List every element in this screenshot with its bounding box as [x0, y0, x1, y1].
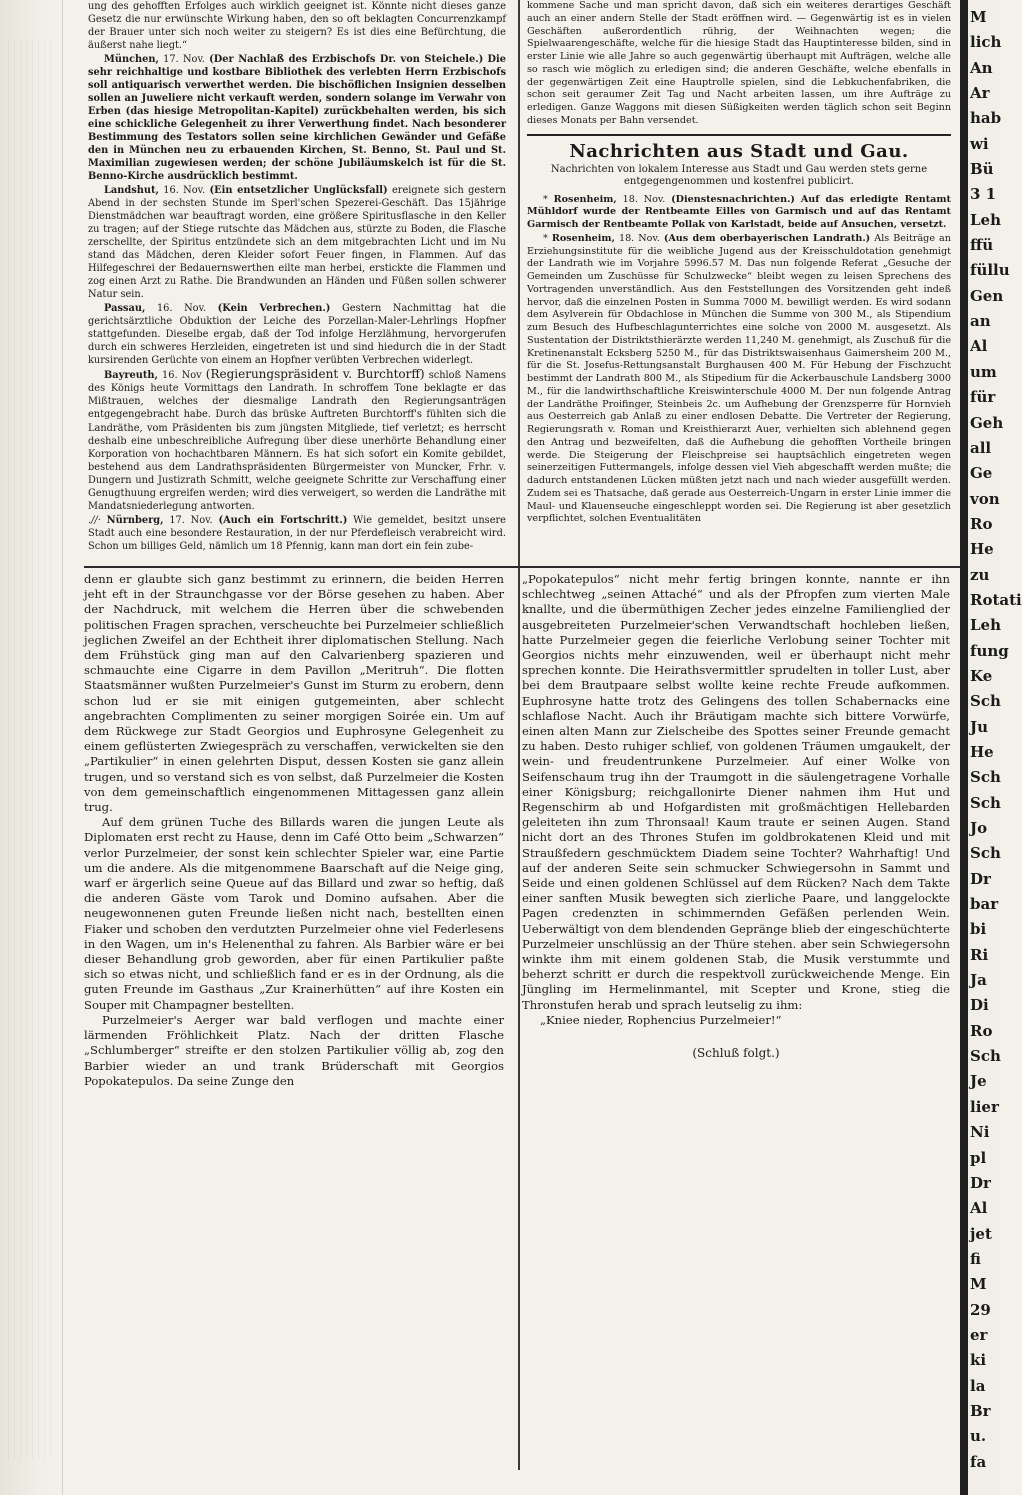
next-page-fragment: pl: [970, 1149, 987, 1167]
article-passau: [88, 302, 506, 367]
next-page-fragment: all: [970, 439, 992, 457]
continued-text: kommene Sache und man spricht davon, daß sich ein weiteres derartiges Geschäft auch an einer andern Stelle der Stadt eröffnen wird. — Gegenwärtig ist es in vielen Geschäften außerordentlich rührig, der Weihnachten wegen; die Spielwaarengeschäfte, welche für die hiesige Stadt das Hauptinteresse bilden, sind in erster Linie wie alle Jahre so auch gegenwärtig überhaupt mit Aufträgen, welche alle so rasch wie möglich zu erledigen sind; die anderen Geschäfte, welche ebenfalls in der gegenwärtigen Zeit eine Hauptrolle spielen, sind die Lebkuchenfabriken, die schon seit geraumer Zeit Tag und Nacht arbeiten lassen, um ihre Aufträge zu erledigen. Ganze Waggons mit diesen Süßigkeiten werden täglich schon seit Beginn dieses Monats per Bahn versendet.: [527, 0, 951, 126]
continued-text: ung des gehofften Erfolges auch wirklich geeignet ist. Könnte nicht dieses ganze Gesetz die nur erwünschte Wirkung haben, den so oft beklagten Concurrenzkampf der Brauer unter sich noch weiter zu steigern? Es ist dies eine Befürchtung, die äußerst nahe liegt.“: [88, 1, 506, 52]
article-heading: (Dienstesnachrichten.): [671, 193, 795, 205]
margin-mark: .//·: [88, 514, 101, 526]
article-body: Wie gemeldet, besitzt unsere Stadt auch eine besondere Restauration, in der nur Pferdefleisch verabreicht wird. Schon um billiges Geld, nämlich um 18 Pfennig, kann man dort ein fein zube-: [88, 514, 506, 552]
article-heading: (Ein entsetzlicher Unglücksfall): [209, 185, 388, 197]
article-place: Passau,: [104, 303, 146, 315]
next-page-fragment: jet: [970, 1225, 992, 1243]
article-heading: (Auch ein Fortschritt.): [218, 514, 348, 526]
article-landshut: [88, 184, 506, 301]
article-place: Rosenheim,: [551, 232, 615, 244]
article-body: schloß Namens des Königs heute Vormittags den Landrath. In schroffem Tone beklagte er das Mißtrauen, welches der diesmalige Landrath den Regierungsanträgen entgegengebracht habe. Durch das brüske Auftreten Burchtorff's fühlten sich die Landräthe, vom Präsidenten bis zum jüngsten Mitgliede, tief verletzt; es herrscht deshalb eine unbeschreibliche Aufregung über diese unerhörte Behandlung einer Korporation von hochachtbaren Männern. Es hat sich sofort ein Komite gebildet, bestehend aus dem Landrathspräsidenten Bürgermeister von Muncker, Frhr. v. Dungern und Justizrath Schmitt, welche geeignete Schritte zur Verschaffung einer Genugthuung ergreifen werden; wird dies verweigert, so werden die Landräthe mit Mandatsniederlegung antworten.: [88, 370, 507, 512]
article-rosenheim-1: [527, 194, 951, 232]
next-page-fragment: He: [970, 743, 994, 761]
article-date: 18. Nov.: [618, 232, 660, 244]
next-page-fragment: Dr: [970, 870, 991, 888]
continuation-note: (Schluß folgt.): [692, 1046, 780, 1061]
article-body: Gestern Nachmittag hat die gerichtsärztliche Obduktion der Leiche des Porzellan-Maler-Lehrlings Hopfner stattgefunden. Dieselbe ergab, daß der Tod infolge Herzlähmung, hervorgerufen durch ein schweres Herzleiden, eingetreten ist und sind hiedurch die in der Stadt kursirenden Gerüchte von einem an Hopfner verübten Verbrechen widerlegt.: [88, 303, 506, 367]
article-rosenheim-2: [527, 233, 951, 526]
next-page-fragment: hab: [970, 109, 1002, 127]
next-page-fragment: fa: [970, 1453, 987, 1471]
next-page-fragment: M: [970, 8, 987, 26]
next-page-fragment: Leh: [970, 616, 1001, 634]
next-page-fragment: Sch: [970, 768, 1001, 786]
next-page-fragment: ffü: [970, 236, 994, 254]
feuilleton-right: [522, 572, 950, 1061]
article-nuernberg: [88, 514, 506, 553]
next-page-fragment: Bü: [970, 160, 994, 178]
next-page-fragment: Jo: [970, 819, 988, 837]
article-place: Bayreuth,: [104, 370, 158, 382]
next-page-fragment: Ar: [970, 84, 990, 102]
section-title: Nachrichten aus Stadt und Gau.: [569, 140, 909, 162]
next-page-fragment: Ke: [970, 667, 993, 685]
article-star: *: [543, 232, 548, 244]
feuilleton-rule: [84, 566, 960, 568]
page-spine: [960, 0, 968, 1495]
feuilleton-left: [84, 572, 504, 1089]
article-date: 16. Nov.: [156, 303, 207, 315]
next-page-edge: [968, 0, 1022, 1495]
next-page-fragment: wi: [970, 135, 989, 153]
article-place: Landshut,: [104, 185, 159, 197]
next-page-fragment: Ri: [970, 946, 989, 964]
article-bayreuth: [88, 368, 506, 512]
article-date: 18. Nov.: [622, 193, 666, 205]
next-page-fragment: Leh: [970, 211, 1001, 229]
left-column: [88, 0, 506, 554]
right-column: [527, 0, 951, 527]
next-page-fragment: Br: [970, 1402, 991, 1420]
article-date: 17. Nov.: [169, 514, 213, 526]
article-star: *: [543, 193, 548, 205]
next-page-fragment: Geh: [970, 414, 1004, 432]
next-page-fragment: Sch: [970, 844, 1001, 862]
article-heading: (Kein Verbrechen.): [217, 303, 331, 315]
next-page-fragment: M: [970, 1275, 987, 1293]
next-page-fragment: fi: [970, 1250, 981, 1268]
next-page-fragment: Gen: [970, 287, 1004, 305]
article-heading: (Der Nachlaß des Erzbischofs Dr. von Steichele.): [209, 54, 484, 66]
next-page-fragment: für: [970, 388, 996, 406]
article-body: Als Beiträge an Erziehungsinstitute für die weibliche Jugend aus der Kreisschuldotation genehmigt der Landrath wie im Vorjahre 5996.57 M. Das nun folgende Referat „Gesuche der Gemeinden um Zuschüsse für Schulzwecke“ bleibt wegen zu leisen Sprechens des Vortragenden unverständlich. Aus den Feststellungen des Vorsitzenden geht indeß hervor, daß die einzelnen Posten in Summa 7000 M. bewilligt werden. Es wird sodann dem Asylverein für Obdachlose in München die Summe von 300 M., als Stipendium zum Besuch des Hufbeschlagunterrichtes eine solche von 2000 M. ausgesetzt. Als Sustentation der Distriktsthierärzte werden 11,240 M. genehmigt, als Zuschuß für die Kretinenanstalt Ecksberg 5250 M., für das Distriktswaisenhaus Gaimersheim 200 M., für die St. Josefus-Rettungsanstalt Burghausen 400 M. Für Hebung der Fischzucht bestimmt der Landrath 800 M., als Stipedium für die Ackerbauschule Landsberg 3000 M., für die landwirthschaftliche Kreiswinterschule 4000 M. Der nun folgende Antrag der Landräthe Proifinger, Steinbeis 2c. um Aufhebung der Grenzsperre für Hornvieh aus Oesterreich gab Anlaß zu einer endlosen Debatte. Die Vertreter der Regierung, Regierungsrath v. Roman und Kreisthierarzt Auer, verhielten sich ablehnend gegen den Antrag und bezweifelten, daß die Aufhebung die gehofften Vortheile bringen werde. Die Steigerung der Fleischpreise sei hauptsächlich eingetreten wegen seinerzeitigen Futtermangels, infolge dessen viel Vieh abgeschafft werden mußte; die dadurch entstandenen Lücken müßten jetzt nach und nach wieder ausgefüllt werden. Zudem sei es Thatsache, daß gerade aus Oesterreich-Ungarn in erster Linie immer die Maul- und Klauenseuche eingeschleppt worden sei. Die Regierung ist aber gesetzlich verpflichtet, solchen Eventualitäten: [527, 232, 951, 525]
next-page-fragment: an: [970, 312, 991, 330]
next-page-fragment: ki: [970, 1351, 987, 1369]
next-page-fragment: zu: [970, 566, 990, 584]
next-page-fragment: um: [970, 363, 997, 381]
article-place: Nürnberg,: [106, 514, 164, 526]
next-page-fragment: He: [970, 540, 994, 558]
next-page-fragment: la: [970, 1377, 986, 1395]
next-page-fragment: Sch: [970, 692, 1001, 710]
feuilleton-paragraph: Purzelmeier's Aerger war bald verflogen und machte einer lärmenden Fröhlichkeit Platz. Nach der dritten Flasche „Schlumberger“ streifte er den stolzen Partikulier völlig ab, zog den Barbier wieder an und trank Brüderschaft mit Georgios Popokatepulos. Da seine Zunge den: [84, 1012, 504, 1088]
next-page-fragment: fung: [970, 642, 1009, 660]
next-page-fragment: füllu: [970, 261, 1010, 279]
section-note: Nachrichten von lokalem Interesse aus Stadt und Gau werden stets gerne entgegengenommen und kostenfrei publicirt.: [550, 163, 928, 187]
article-body: ereignete sich gestern Abend in der sechsten Stunde im Sperl'schen Spezerei-Geschäft. Das 15jährige Dienstmädchen war beauftragt worden, eine größere Spiritusflasche in den Keller zu tragen; auf der Stiege rutschte das Mädchen aus, stürzte zu Boden, die Flasche zerschellte, der Spiritus entzündete sich an dem mitgebrachten Licht und im Nu stand das Mädchen, deren Kleider sofort Feuer fingen, in Flammen. Auf das Hilfegeschrei der Bedauernswerthen eilte man herbei, erstickte die Flammen und zog einen Arzt zu Rathe. Die Brandwunden an Händen und Füßen sollen schwerer Natur sein.: [88, 185, 506, 301]
next-page-fragment: Ro: [970, 515, 993, 533]
article-body: Auf das erledigte Rentamt Mühldorf wurde der Rentbeamte Eilles von Garmisch und auf das Rentamt Garmisch der Rentbeamte Pollak von Karlstadt, beide auf Ansuchen, versetzt.: [527, 193, 951, 230]
next-page-fragment: lier: [970, 1098, 999, 1116]
next-page-fragment: An: [970, 59, 993, 77]
next-page-fragment: Ge: [970, 464, 993, 482]
article-date: 16. Nov.: [163, 185, 206, 197]
article-muenchen: [88, 53, 506, 183]
article-place: Rosenheim,: [553, 193, 617, 205]
article-body: Die sehr reichhaltige und kostbare Bibliothek des verlebten Herrn Erzbischofs soll antiquarisch verwerthet werden. Die bischöflichen Insignien desselben sollen an Juweliere nicht verkauft werden, sondern solange im Verwahr von Erben (das hiesige Metropolitan-Kapitel) zurückbehalten werden, bis sich eine schickliche Gelegenheit zu ihrer Verwerthung findet. Nach besonderer Bestimmung des Testators sollen seine kirchlichen Gewänder und Gefäße den in München neu zu erbauenden Kirchen, St. Benno, St. Paul und St. Maximilian zugewiesen werden; der schöne Jubiläumskelch ist für die St. Benno-Kirche ausdrücklich bestimmt.: [88, 54, 506, 183]
article-heading: (Aus dem oberbayerischen Landrath.): [663, 232, 871, 244]
next-page-fragment: Ja: [970, 971, 987, 989]
article-date: 17. Nov.: [163, 54, 205, 66]
next-page-fragment: 3 1: [970, 185, 997, 203]
column-divider: [518, 0, 520, 1470]
next-page-fragment: Ju: [970, 718, 989, 736]
binding-gutter: [0, 0, 63, 1495]
next-page-fragment: u.: [970, 1427, 987, 1445]
article-place: München,: [104, 54, 159, 66]
feuilleton-paragraph: Auf dem grünen Tuche des Billards waren die jungen Leute als Diplomaten erst recht zu Hause, denn im Café Otto beim „Schwarzen“ verlor Purzelmeier, der sonst kein schlechter Spieler war, eine Partie um die andere. Als die mitgenommene Baarschaft auf die Neige ging, warf er ärgerlich seine Queue auf das Billard und zwar so heftig, daß die anderen Gäste vom Tarok und Domino aufsahen. Aber die neugewonnenen guten Freunde ließen nicht nach, bestellten einen Fiaker und schoben den verdutzten Purzelmeier ohne viel Federlesens in den Wagen, um in's Helenenthal zu fahren. Als Barbier wäre er bei dieser Behandlung grob geworden, aber für einen Partikulier paßte sich so etwas nicht, und schließlich fand er es in der Ordnung, als die guten Freunde im Gasthaus „Zur Krainerhütten“ auf ihre Kosten ein Souper mit Champagner bestellten.: [84, 815, 504, 1012]
next-page-fragment: Di: [970, 996, 989, 1014]
next-page-fragment: Sch: [970, 1047, 1001, 1065]
feuilleton-paragraph: „Kniee nieder, Rophencius Purzelmeier!“: [540, 1012, 782, 1027]
next-page-fragment: Je: [970, 1072, 987, 1090]
next-page-fragment: bar: [970, 895, 999, 913]
next-page-fragment: Rotati: [970, 591, 1022, 609]
article-date: 16. Nov: [162, 370, 202, 382]
feuilleton-paragraph: denn er glaubte sich ganz bestimmt zu erinnern, die beiden Herren jeht eft in der Straunchgasse vor der Börse gesehen zu haben. Aber der Nachdruck, mit welchem die Herren über die schwebenden politischen Fragen sprachen, verscheuchte bei Purzelmeier schließlich jeglichen Zweifel an der Echtheit ihrer diplomatischen Stellung. Nach dem Frühstück ging man auf den Calvarienberg spazieren und schmauchte eine Cigarre in dem Pavillon „Meritruh“. Die flotten Staatsmänner wußten Purzelmeier's Gunst im Sturm zu erobern, denn schon lud er sie mit einigen gutgemeinten, aber schlecht angebrachten Complimenten zu seiner morgigen Soirée ein. Um auf dem Rückwege zur Stadt Georgios und Euphrosyne Gelegenheit zu einem geflüsterten Zwiegespräch zu verschaffen, verwickelten sie den „Partikulier“ in einen gelehrten Disput, dessen Kosten sie ganz allein trugen, und so verstand sich es von selbst, daß Purzelmeier die Kosten von dem gemeinschaftlich eingenommenen Mittagessen ganz allein trug.: [84, 572, 504, 815]
article-heading: (Regierungspräsident v. Burchtorff): [205, 367, 425, 382]
next-page-fragment: Al: [970, 1199, 988, 1217]
next-page-fragment: bi: [970, 920, 987, 938]
next-page-fragment: Dr: [970, 1174, 991, 1192]
next-page-fragment: Ni: [970, 1123, 990, 1141]
next-page-fragment: er: [970, 1326, 988, 1344]
section-rule: [527, 134, 951, 136]
next-page-fragment: Al: [970, 337, 988, 355]
next-page-fragment: von: [970, 490, 1000, 508]
next-page-fragment: lich: [970, 33, 1002, 51]
feuilleton-paragraph: „Popokatepulos“ nicht mehr fertig bringen konnte, nannte er ihn schlechtweg „seinen Attaché“ und als der Pfropfen zum vierten Male knallte, und die übermüthigen Zecher jedes einzelne Familienglied der ausgebreiteten Purzelmeier'schen Verwandtschaft hochleben ließen, hatte Purzelmeier gegen die feierliche Verlobung seiner Tochter mit Georgios nichts mehr einzuwenden, weil er überhaupt nicht mehr sprechen konnte. Die Heirathsvermittler sprudelten in toller Lust, aber bei dem Brautpaare selbst wollte keine rechte Freude aufkommen. Euphrosyne hatte trotz des Gelingens des tollen Schabernacks eine schlaflose Nacht. Auch ihr Bräutigam machte sich bittere Vorwürfe, einen alten Mann zur Zielscheibe des Spottes seiner Freunde gemacht zu haben. Desto ruhiger schlief, von goldenen Träumen umgaukelt, der wein- und freudentrunkene Purzelmeier. Auf einer Wolke von Seifenschaum trug ihn der Traumgott in die säulengetragene Vorhalle einer Königsburg; reichgallonirte Diener nahmen ihm Hut und Regenschirm ab und Hofgardisten mit großmächtigen Hellebarden geleiteten ihn zum Thronsaal! Kaum traute er seinen Augen. Stand nicht dort an des Thrones Stufen im goldbrokatenen Kleid und mit Straußfedern geschmücktem Diadem seine Tochter? Wahrhaftig! Und auf der anderen Seite sein schmucker Schwiegersohn in Sammt und Seide und einen goldenen Schlüssel auf dem Rücken? Nach dem Takte einer sanften Musik bewegten sich zierliche Paare, und langgelockte Pagen credenzten in schimmernden Gefäßen perlenden Wein. Ueberwältigt von dem blendenden Gepränge blieb der eingeschüchterte Purzelmeier unschlüssig an der Thüre stehen. aber sein Schwiegersohn winkte ihm mit einem goldenen Stab, die Musik verstummte und beherzt schritt er durch die respektvoll zurückweichende Menge. Ein Jüngling im Hermelinmantel, mit Scepter und Krone, stieg die Thronstufen herab und sprach leutselig zu ihm:: [522, 572, 950, 1012]
next-page-fragment: Sch: [970, 794, 1001, 812]
next-page-fragment: 29: [970, 1301, 991, 1319]
next-page-fragment: Ro: [970, 1022, 993, 1040]
